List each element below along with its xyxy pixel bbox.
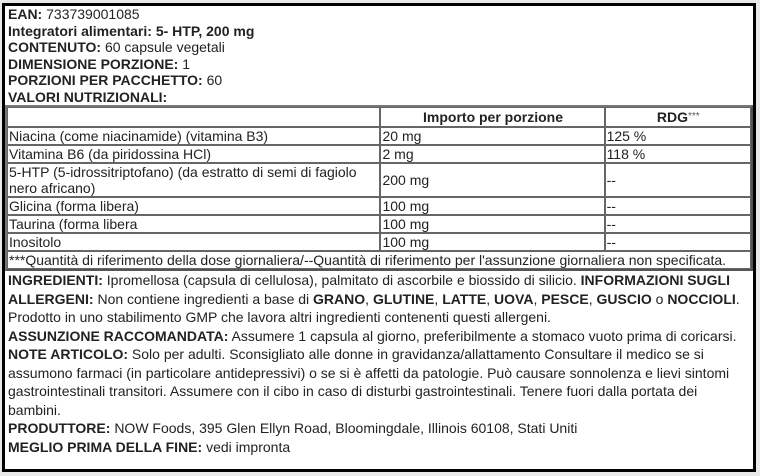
allergen-item: LATTE [442, 290, 487, 307]
servings-per-pack-label: PORZIONI PER PACCHETTO: [8, 72, 203, 88]
allergen-item: UOVA [494, 290, 534, 307]
table-row [7, 197, 751, 215]
nutrient-name: Taurina (forma libera [7, 215, 380, 233]
contents-line [5, 39, 753, 56]
table-row [7, 145, 751, 163]
details-text: INGREDIENTI: Ipromellosa (capsula di cellulosa), palmitato di ascorbile e biossido di silicio. INFORMAZIONI SUGLI ALLERGENI: Non contiene ingredienti a base di GRANO, GLUTINE, LATTE, UOVA, PESCE, GUSCIO o NOCCIOLI. Prodotto in uno stabilimento GMP che lavora altri ingredienti contenenti questi allergeni. ASSUNZIONE RACCOMANDATA: Assumere 1 capsula al giorno, preferibilmente a stomaco vuoto prima di coricarsi. NOTE ARTICOLO: Solo per adulti. Sconsigliato alle donne in gravidanza/allattamento Consultare il medico se si assumono farmaci (in particolare antidepressivi) o se si è affetti da patologie. Può causare sonnolenza e lievi sintomi gastrointestinali transitori. Assumere con il cibo in caso di disturbi gastrointestinali. Tenere fuori dalla portata dei bambini. PRODUTTORE: NOW Foods, 395 Glen Ellyn Road, Bloomingdale, Illinois 60108, Stati Uniti MEGLIO PRIMA DELLA FINE: vedi impronta [8, 272, 740, 455]
allergen-item: NOCCIOLI [667, 290, 736, 307]
dosage-label: ASSUNZIONE RACCOMANDATA: [8, 327, 229, 344]
product-info-panel [2, 3, 756, 472]
allergen-item: GLUTINE [372, 290, 435, 307]
notes-text: Solo per adulti. Sconsigliato alle donne in gravidanza/allattamento Consultare il medico se si assumono farmaci (in particolare antidepressivi) o se si è affetti da patologie. Può causare sonnolenza e lievi sintomi gastrointestinali transitori. Assumere con il cibo in caso di disturbi gastrointestinali. Tenere fuori dalla portata dei bambini. [8, 346, 730, 418]
nutrient-rdg: 125 % [605, 127, 751, 145]
nutrient-amount: 2 mg [380, 145, 604, 163]
table-header-row [7, 107, 751, 127]
nutrient-amount: 100 mg [380, 215, 604, 233]
product-line [5, 23, 753, 40]
product-label: Integratori alimentari: [8, 22, 152, 39]
nutrient-name: 5-HTP (5-idrossitriptofano) (da estratto di semi di fagiolo nero africano) [7, 163, 380, 197]
table-row [7, 233, 751, 251]
ingredients-label: INGREDIENTI: [8, 272, 103, 288]
allergen-item: GRANO [313, 290, 366, 307]
serving-size-line [5, 56, 753, 73]
nutrient-rdg: -- [605, 215, 751, 233]
nutrient-name: Glicina (forma libera) [7, 197, 380, 215]
table-row [7, 215, 751, 233]
nutrient-rdg: 118 % [605, 145, 751, 163]
contents-value: 60 capsule vegetali [104, 39, 225, 55]
ean-label: EAN: [8, 6, 43, 22]
rdg-marker: *** [688, 111, 700, 122]
column-header-amount: Importo per porzione [380, 107, 604, 127]
allergen-or: o [655, 290, 664, 307]
nutrient-name: Inositolo [7, 233, 380, 251]
product-value: 5- HTP, 200 mg [155, 22, 255, 39]
table-row [7, 163, 751, 197]
producer-text: NOW Foods, 395 Glen Ellyn Road, Bloomingdale, Illinois 60108, Stati Uniti [114, 420, 578, 436]
allergen-item: GUSCIO [596, 290, 652, 307]
producer-label: PRODUTTORE: [8, 420, 111, 436]
column-header-rdg [605, 107, 751, 127]
nutrient-name: Vitamina B6 (da piridossina HCl) [7, 145, 380, 163]
ean-line [5, 6, 753, 23]
best-before-text: vedi impronta [206, 438, 291, 455]
notes-label: NOTE ARTICOLO: [8, 346, 129, 362]
nutrient-rdg: -- [605, 197, 751, 215]
nutrient-rdg: -- [605, 233, 751, 251]
nutrient-rdg: -- [605, 163, 751, 197]
best-before-label: MEGLIO PRIMA DELLA FINE: [8, 438, 203, 455]
nutrient-amount: 20 mg [380, 127, 604, 145]
table-row [7, 127, 751, 145]
nutrient-name: Niacina (come niacinamide) (vitamina B3) [7, 127, 380, 145]
serving-size-value: 1 [182, 55, 191, 72]
table-footnote: ***Quantità di riferimento della dose giornaliera/--Quantità di riferimento per l'assunzione giornaliera non specificata. [7, 251, 751, 269]
ingredients-text: Ipromellosa (capsula di cellulosa), palmitato di ascorbile e biossido di silicio. [106, 272, 577, 288]
rdg-label: RDG [656, 109, 688, 125]
nutrition-table [5, 105, 753, 271]
allergen-outro: Prodotto in uno stabilimento GMP che lavora altri ingredienti contenenti questi allergeni. [8, 309, 551, 325]
footnote-row [7, 251, 751, 269]
nutrient-amount: 100 mg [380, 233, 604, 251]
allergen-intro: Non contiene ingredienti a base di [97, 290, 310, 307]
ean-value: 733739001085 [46, 6, 140, 22]
nutrient-amount: 100 mg [380, 197, 604, 215]
column-header-name [7, 107, 380, 127]
allergen-label: INFORMAZIONI SUGLI ALLERGENI: [8, 272, 730, 307]
serving-size-label: DIMENSIONE PORZIONE: [8, 55, 179, 72]
servings-per-pack-line [5, 72, 753, 89]
dosage-text: Assumere 1 capsula al giorno, preferibilmente a stomaco vuoto prima di coricarsi. [231, 327, 737, 344]
contents-label: CONTENUTO: [8, 39, 102, 55]
servings-per-pack-value: 60 [206, 72, 223, 88]
allergen-item: PESCE [541, 290, 589, 307]
nutrition-heading: VALORI NUTRIZIONALI: [8, 88, 168, 105]
nutrient-amount: 200 mg [380, 163, 604, 197]
